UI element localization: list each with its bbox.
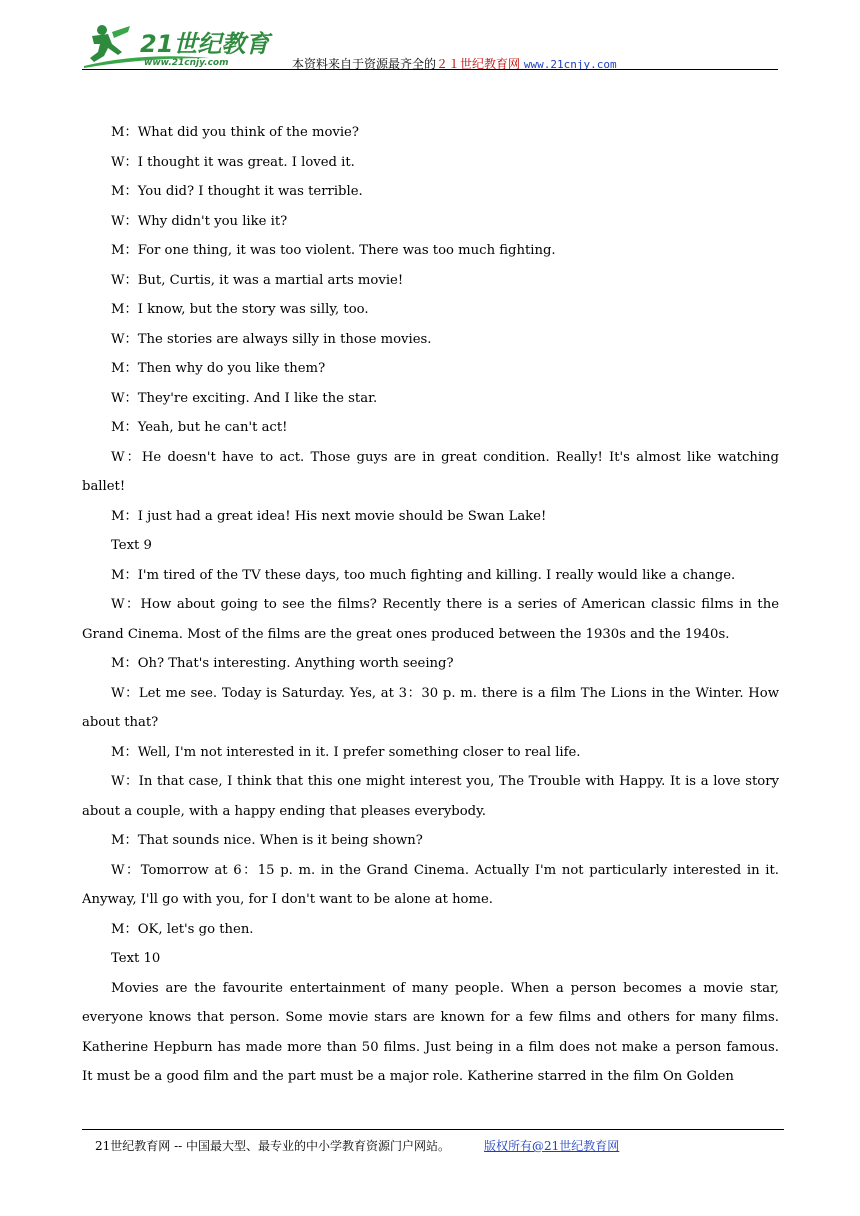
dialogue-line: M：Well, I'm not interested in it. I prefer something closer to real life. bbox=[111, 744, 581, 760]
footer-divider bbox=[82, 1129, 784, 1130]
dialogue-line: M：I know, but the story was silly, too. bbox=[111, 302, 369, 317]
dialogue-line: W：They're exciting. And I like the star. bbox=[111, 390, 378, 406]
dialogue-line: M：Oh? That's interesting. Anything worth seeing? bbox=[111, 656, 454, 671]
footer-text: 21世纪教育网 -- 中国最大型、最专业的中小学教育资源门户网站。 bbox=[95, 1139, 451, 1153]
document-body bbox=[82, 118, 779, 1092]
dialogue-line: M：Yeah, but he can't act! bbox=[111, 420, 288, 435]
page-header bbox=[82, 22, 778, 70]
dialogue-line: M：Then why do you like them? bbox=[111, 361, 326, 376]
logo-url: www.21cnjy.com bbox=[144, 58, 229, 68]
logo-wordmark: 21世纪教育 bbox=[140, 30, 270, 58]
dialogue-line: M：That sounds nice. When is it being shown? bbox=[111, 833, 423, 848]
header-prefix: 本资料来自于资源最齐全的 bbox=[292, 57, 437, 71]
dialogue-line: W：In that case, I think that this one might interest you, The Trouble with Happy. It is a love story about a couple, with a happy ending that pleases everybody. bbox=[82, 774, 779, 819]
section-heading: Text 9 bbox=[111, 538, 152, 553]
dialogue-line: M：I just had a great idea! His next movie should be Swan Lake! bbox=[111, 508, 547, 524]
header-url[interactable]: www.21cnjy.com bbox=[523, 58, 617, 71]
dialogue-line: W：The stories are always silly in those movies. bbox=[111, 331, 432, 347]
header-divider bbox=[82, 69, 778, 70]
dialogue-line: W：Let me see. Today is Saturday. Yes, at 3：30 p. m. there is a film The Lions in the Winter. How about that? bbox=[82, 685, 779, 730]
dialogue-line: M：For one thing, it was too violent. There was too much fighting. bbox=[111, 243, 556, 258]
dialogue-line: W：But, Curtis, it was a martial arts movie! bbox=[111, 272, 404, 288]
dialogue-line: W：How about going to see the films? Recently there is a series of American classic films in the Grand Cinema. Most of the films are the great ones produced between the 1930s and the 1940s. bbox=[82, 597, 779, 642]
copyright-link[interactable]: 版权所有@21世纪教育网 bbox=[484, 1139, 620, 1153]
dialogue-line: M：OK, let's go then. bbox=[111, 921, 254, 937]
dialogue-line: M：You did? I thought it was terrible. bbox=[111, 184, 363, 199]
dialogue-line: M：What did you think of the movie? bbox=[111, 125, 359, 140]
passage-paragraph: Movies are the favourite entertainment of many people. When a person becomes a movie star, everyone knows that person. Some movie stars are known for a few films and others for many films. Katherine Hepburn has made more than 50 films. Just being in a film does not make a person famous. It must be a good film and the part must be a major role. Katherine starred in the film On Golden bbox=[82, 980, 779, 1084]
section-heading: Text 10 bbox=[111, 951, 161, 966]
dialogue-line: W：I thought it was great. I loved it. bbox=[111, 154, 355, 170]
dialogue-line: W：Tomorrow at 6：15 p. m. in the Grand Cinema. Actually I'm not particularly interested in it. Anyway, I'll go with you, for I don't want to be alone at home. bbox=[82, 862, 779, 907]
page-footer bbox=[95, 1137, 619, 1154]
header-site-name[interactable]: ２１世纪教育网 bbox=[436, 57, 521, 71]
dialogue-line: W：Why didn't you like it? bbox=[111, 213, 288, 229]
site-logo bbox=[82, 22, 282, 68]
dialogue-line: W：He doesn't have to act. Those guys are in great condition. Really! It's almost like watching ballet! bbox=[82, 449, 779, 494]
dialogue-line: M：I'm tired of the TV these days, too much fighting and killing. I really would like a change. bbox=[111, 567, 736, 583]
